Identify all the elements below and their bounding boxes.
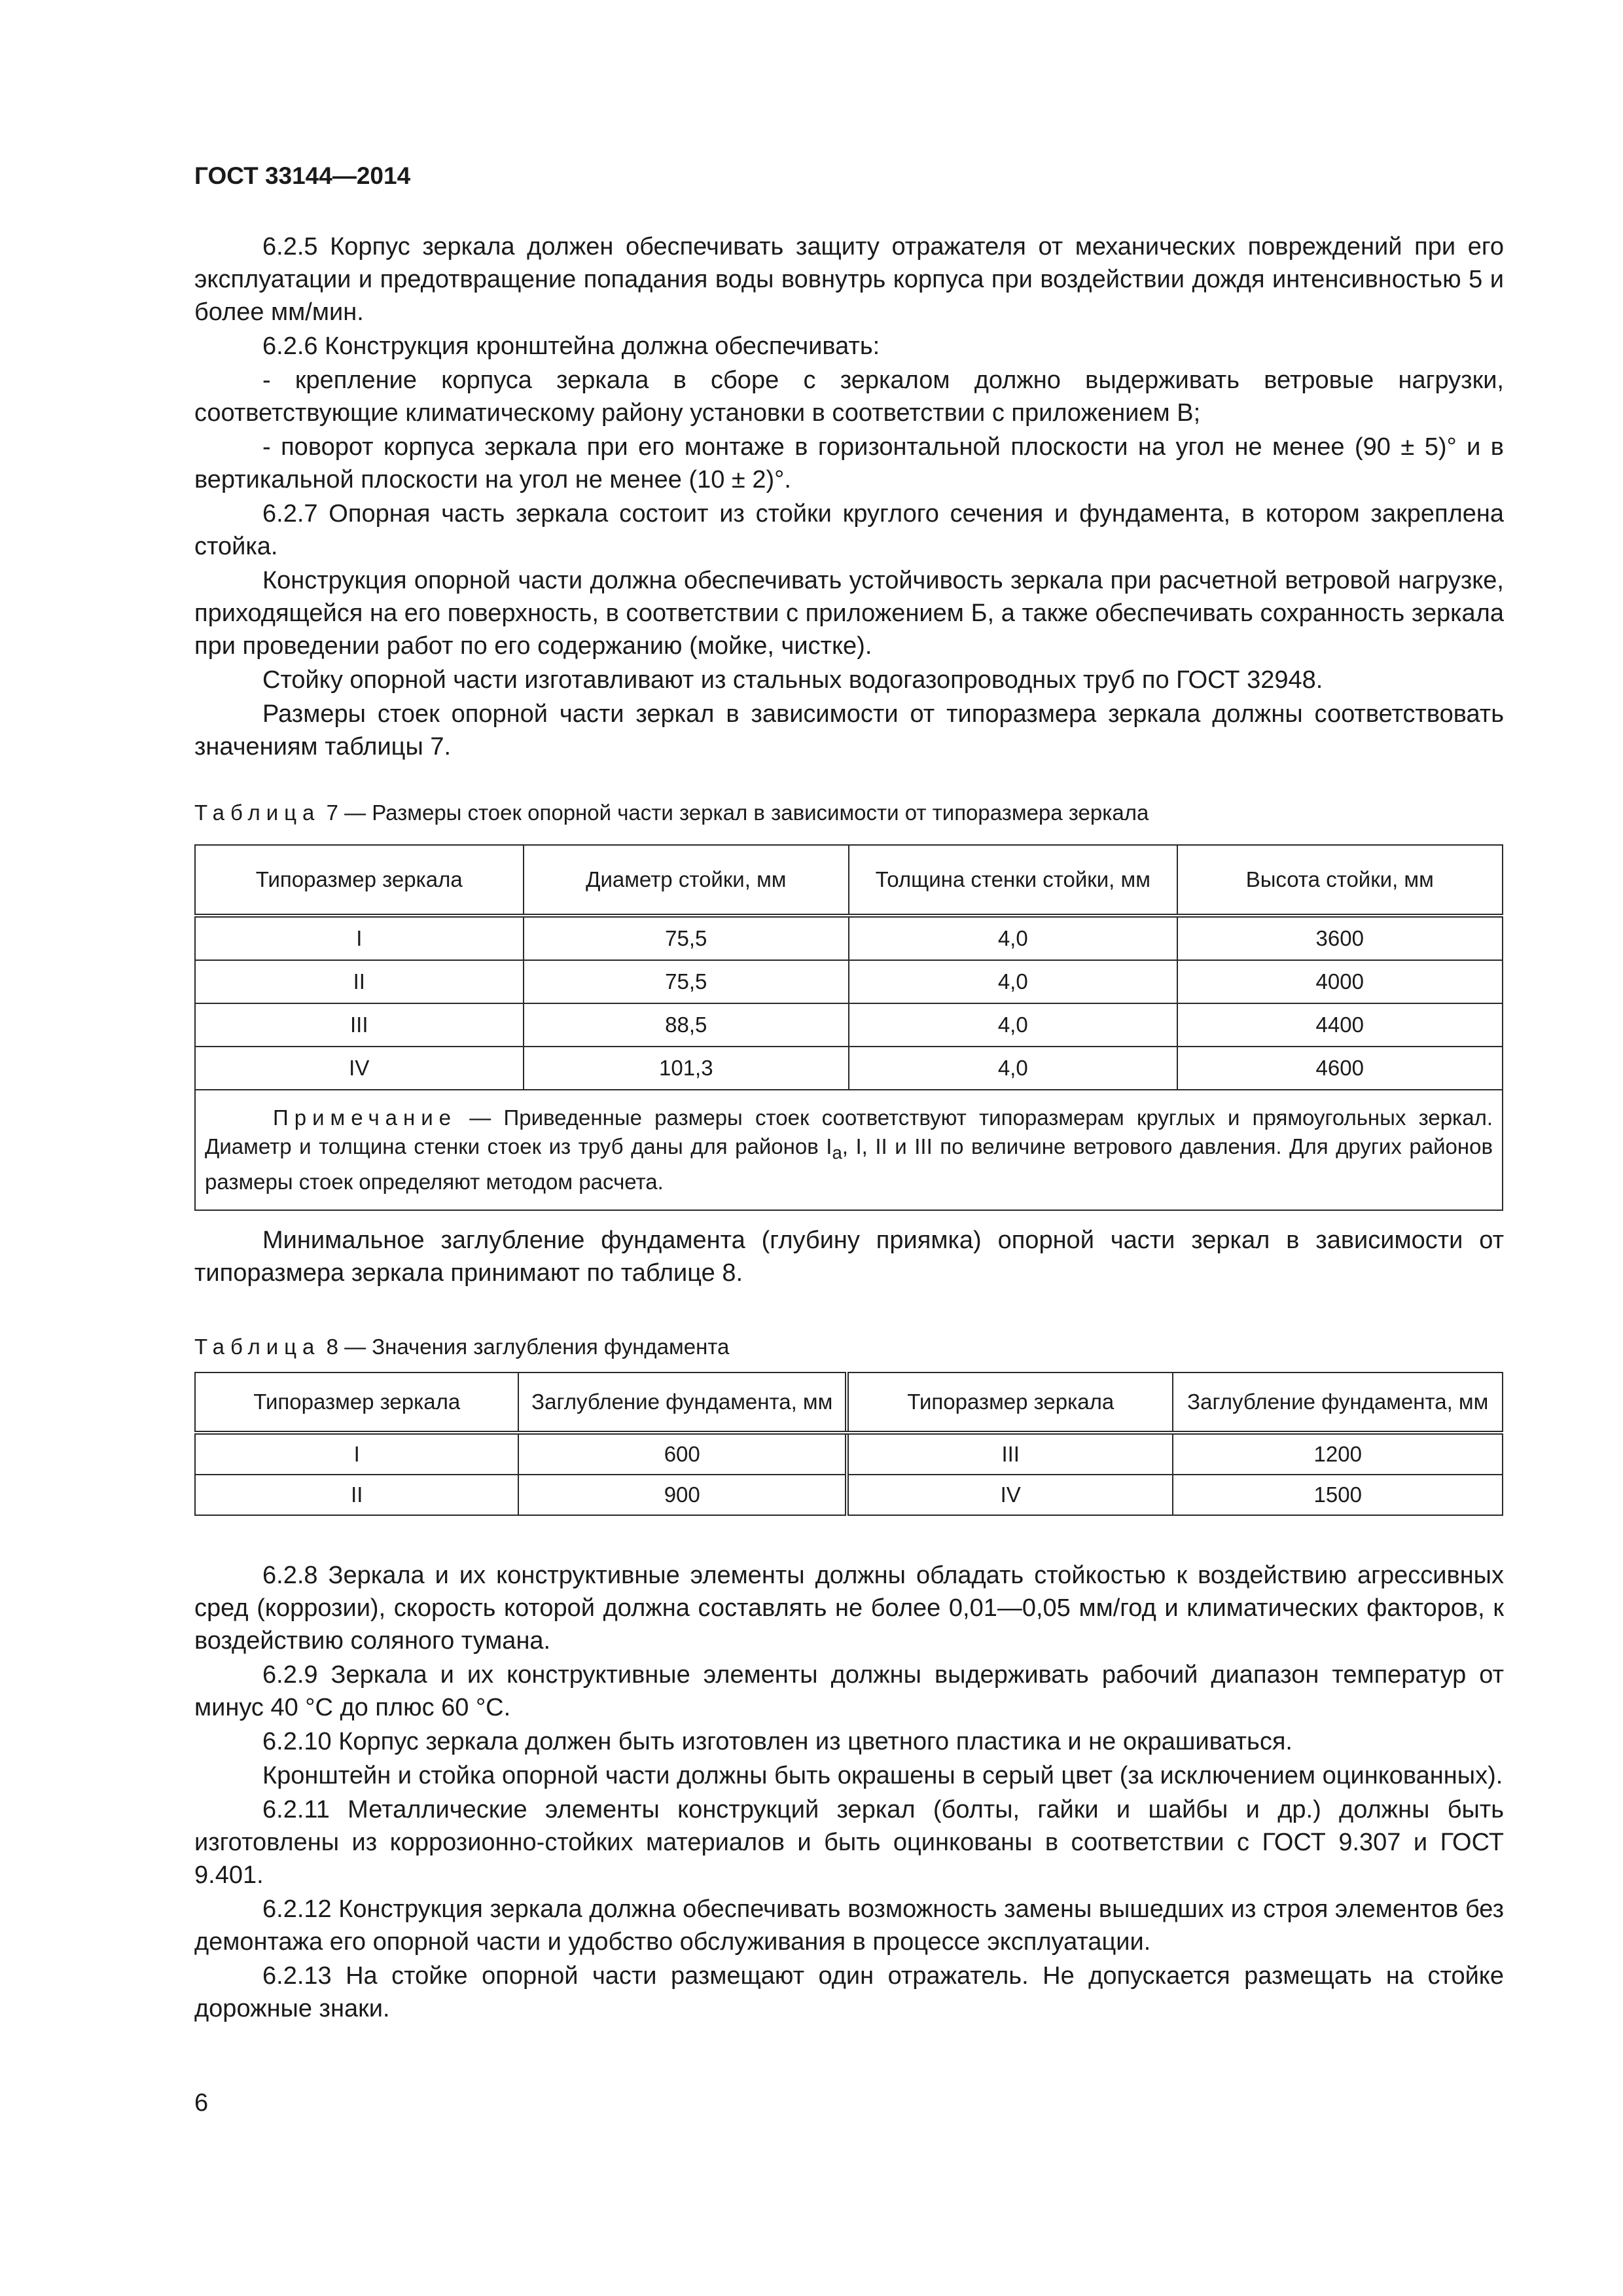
table-7-cell: I [195,916,524,960]
table-8-header-row [195,1372,1503,1433]
table-8-col-header: Заглубление фундамента, мм [1173,1372,1503,1433]
table-7-note-label: Примечание [273,1105,457,1130]
table-7-wrapper [194,844,1503,1211]
table-7-cell: III [195,1003,524,1047]
table-7-cell: 3600 [1177,916,1503,960]
table-8 [194,1372,1503,1516]
table-7-note-text-2: , I, II и III по величине ветрового давления. Для других районов размеры стоек определяют методом расчета. [205,1134,1493,1194]
table-8-col-header: Типоразмер зеркала [195,1372,518,1433]
paragraph-6-2-10-paint: Кронштейн и стойка опорной части должны быть окрашены в серый цвет (за исключением оцинкованных). [262,1762,1503,1789]
table-7-cell: 4,0 [849,916,1177,960]
section-bottom [194,1559,1504,2026]
table-8-block [194,1331,1504,1363]
table-8-wrapper [194,1372,1503,1516]
paragraph-6-2-12: 6.2.12 Конструкция зеркала должна обеспечивать возможность замены вышедших из строя элементов без демонтажа его опорной части и удобство обслуживания в процессе эксплуатации. [194,1895,1504,1956]
table-7-header-row [195,845,1503,916]
table-7-note-row [195,1090,1503,1210]
table-8-col-header: Заглубление фундамента, мм [518,1372,847,1433]
table-7-caption-text: 7 — Размеры стоек опорной части зеркал в зависимости от типоразмера зеркала [326,800,1149,825]
paragraph-6-2-9: 6.2.9 Зеркала и их конструктивные элементы должны выдерживать рабочий диапазон температур от минус 40 °С до плюс 60 °С. [194,1661,1504,1721]
paragraph-6-2-8: 6.2.8 Зеркала и их конструктивные элементы должны обладать стойкостью к воздействию агрессивных сред (коррозии), скорость которой должна составлять не более 0,01—0,05 мм/год и климатических факторов, к воздействию соляного тумана. [194,1562,1504,1655]
paragraph-6-2-7-sizes: Размеры стоек опорной части зеркал в зависимости от типоразмера зеркала должны соответствовать значениям таблицы 7. [194,700,1504,761]
table-7-row [195,916,1503,960]
table-7-cell: 4000 [1177,960,1503,1003]
table-7-block [194,797,1504,829]
table-8-caption [194,1331,1504,1363]
table-8-label: Таблица [194,1335,321,1359]
section-top [194,230,1504,764]
table-8-cell: 600 [518,1433,847,1475]
table-8-caption-text: 8 — Значения заглубления фундамента [326,1335,730,1359]
table-7-row [195,1003,1503,1047]
table-8-cell: I [195,1433,518,1475]
table-7-cell: 101,3 [524,1047,849,1090]
table-7-col-header: Высота стойки, мм [1177,845,1503,916]
paragraph-6-2-6-item-1: - крепление корпуса зеркала в сборе с зеркалом должно выдерживать ветровые нагрузки, соответствующие климатическому району установки в соответствии с приложением В; [194,367,1504,427]
table-8-cell: IV [847,1475,1173,1515]
paragraph-6-2-13: 6.2.13 На стойке опорной части размещают один отражатель. Не допускается размещать на стойке дорожные знаки. [194,1962,1504,2022]
table-7-cell: 4400 [1177,1003,1503,1047]
table-7-cell: 4,0 [849,1047,1177,1090]
table-7 [194,844,1503,1211]
table-7-cell: II [195,960,524,1003]
document-header: ГОСТ 33144—2014 [194,162,411,189]
table-8-col-header: Типоразмер зеркала [847,1372,1173,1433]
table-8-cell: 1500 [1173,1475,1503,1515]
table-8-row [195,1433,1503,1475]
table-8-cell: III [847,1433,1173,1475]
paragraph-foundation-depth: Минимальное заглубление фундамента (глубину приямка) опорной части зеркал в зависимости от типоразмера зеркала принимают по таблице 8. [194,1227,1504,1287]
table-7-note [195,1090,1503,1210]
table-7-col-header: Толщина стенки стойки, мм [849,845,1177,916]
table-7-cell: 4600 [1177,1047,1503,1090]
table-7-note-subscript: а [832,1142,842,1163]
paragraph-6-2-7: 6.2.7 Опорная часть зеркала состоит из стойки круглого сечения и фундамента, в котором закреплена стойка. [194,500,1504,560]
paragraph-6-2-10: 6.2.10 Корпус зеркала должен быть изготовлен из цветного пластика и не окрашиваться. [262,1728,1293,1755]
table-8-cell: 1200 [1173,1433,1503,1475]
table-7-cell: 4,0 [849,1003,1177,1047]
table-7-cell: 75,5 [524,960,849,1003]
paragraph-6-2-6-item-2: - поворот корпуса зеркала при его монтаже в горизонтальной плоскости на угол не менее (90 ± 5)° и в вертикальной плоскости на угол не менее (10 ± 2)°. [194,433,1504,493]
paragraph-6-2-5: 6.2.5 Корпус зеркала должен обеспечивать защиту отражателя от механических повреждений при его эксплуатации и предотвращение попадания воды вовнутрь корпуса при воздействии дождя интенсивностью 5 и более мм/мин. [194,233,1504,326]
table-7-col-header: Диаметр стойки, мм [524,845,849,916]
table-7-col-header: Типоразмер зеркала [195,845,524,916]
table-7-cell: 88,5 [524,1003,849,1047]
table-7-caption [194,797,1504,829]
table-7-row [195,960,1503,1003]
page-number: 6 [194,2089,209,2117]
paragraph-6-2-11: 6.2.11 Металлические элементы конструкций зеркал (болты, гайки и шайбы и др.) должны быть изготовлены из коррозионно-стойких материалов и быть оцинкованы в соответствии с ГОСТ 9.307 и ГОСТ 9.401. [194,1796,1504,1889]
table-8-row [195,1475,1503,1515]
table-7-cell: 75,5 [524,916,849,960]
paragraph-6-2-6: 6.2.6 Конструкция кронштейна должна обеспечивать: [262,332,880,360]
table-7-label: Таблица [194,800,321,825]
table-7-cell: 4,0 [849,960,1177,1003]
table-7-note-text-1: — Приведенные размеры стоек соответствуют типоразмерам круглых и прямоугольных зеркал. Диаметр и толщина стенки стоек из труб даны для районов I [205,1105,1493,1158]
table-8-cell: 900 [518,1475,847,1515]
table-7-cell: IV [195,1047,524,1090]
table-7-row [195,1047,1503,1090]
section-middle [194,1224,1504,1291]
paragraph-6-2-7-design: Конструкция опорной части должна обеспечивать устойчивость зеркала при расчетной ветровой нагрузке, приходящейся на его поверхность, в соответствии с приложением Б, а также обеспечивать сохранность зеркала при проведении работ по его содержанию (мойке, чистке). [194,567,1504,660]
paragraph-6-2-7-pipes: Стойку опорной части изготавливают из стальных водогазопроводных труб по ГОСТ 32948. [262,666,1323,694]
table-8-cell: II [195,1475,518,1515]
